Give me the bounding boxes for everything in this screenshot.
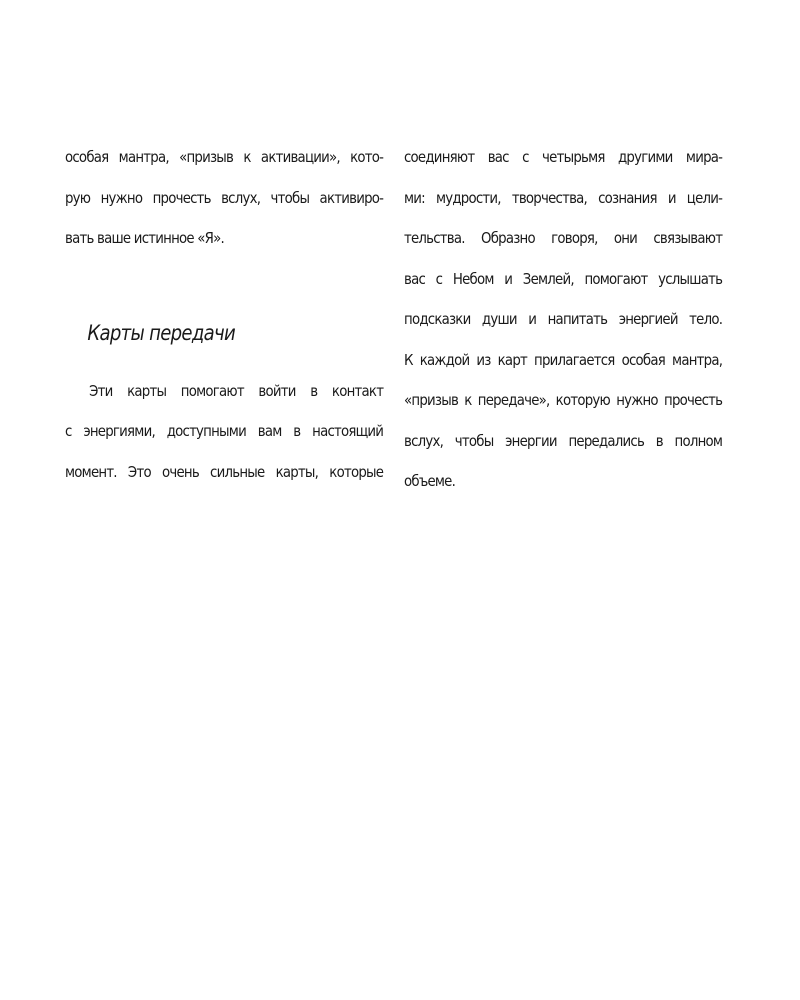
section-heading: Карты передачи	[87, 320, 236, 345]
text-line: соединяют вас с четырьмя другими мира-	[404, 148, 723, 166]
text-line: момент. Это очень сильные карты, которые	[65, 462, 384, 481]
text-line: вать ваше истинное «Я».	[65, 229, 225, 247]
text-line: особая мантра, «призыв к активации», кото-	[65, 148, 384, 166]
text-line: тельства. Образно говоря, они связывают	[404, 229, 723, 247]
paragraph-gap	[65, 259, 383, 299]
text-line: вас с Небом и Землей, помогают услышать	[404, 269, 723, 288]
text-line: вслух, чтобы энергии передались в полном	[404, 431, 723, 450]
left-column	[65, 137, 383, 492]
text-line: объеме.	[404, 472, 456, 490]
right-column	[404, 137, 722, 502]
text-line: с энергиями, доступными вам в настоящий	[65, 422, 384, 440]
text-line: рую нужно прочесть вслух, чтобы активиро-	[65, 188, 384, 207]
text-line: Эти карты помогают войти в контакт	[89, 381, 384, 400]
text-line: подсказки души и напитать энергией тело.	[404, 310, 723, 328]
text-line: «призыв к передаче», которую нужно прочесть	[404, 391, 723, 409]
text-line: К каждой из карт прилагается особая мантра,	[404, 350, 723, 369]
text-line: ми: мудрости, творчества, сознания и цели-	[404, 188, 723, 207]
